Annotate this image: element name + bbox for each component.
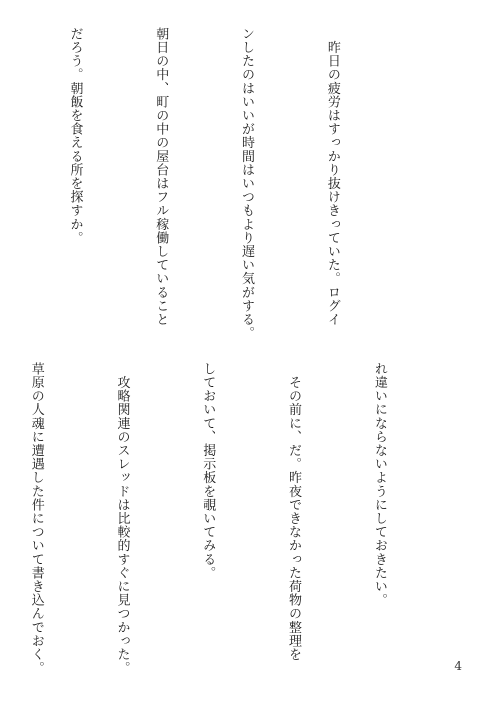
text-line: 草原の人魂に遭遇した件について書き込んでおく。 [28,362,44,675]
text-line: だろう。朝飯を食える所を探すか。 [67,27,83,245]
text-line: しておいて、掲示板を覗いてみる。 [200,362,216,580]
text-line: ンしたのはいいが時間はいつもより遅い気がする。 [239,27,255,340]
text-line: 昨日の疲労はすっかり抜けきっていた。ログイ [324,27,340,327]
text-line: れ違いにならないようにしておきたい。 [371,362,387,607]
upper-text-block [43,27,403,349]
text-line: 攻略関連のスレッドは比較的すぐに見つかった。 [114,362,130,675]
page-number: 4 [454,659,462,673]
text-line: 朝日の中、町の中の屋台はフル稼働していること [153,27,169,327]
blank-line [2,27,3,349]
text-line: その前に、だ。昨夜できなかった荷物の整理を [286,362,302,662]
lower-text-block [28,362,450,675]
